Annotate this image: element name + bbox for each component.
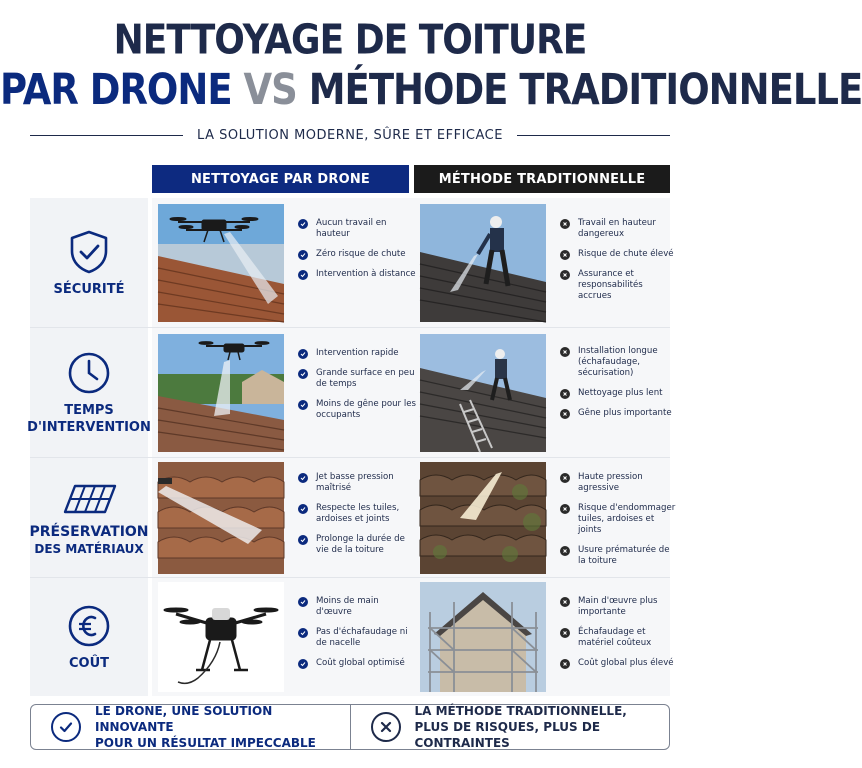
traditional-points [560, 218, 678, 311]
check-icon [298, 535, 308, 545]
category-label: DES MATÉRIAUX [34, 542, 144, 556]
cross-icon [560, 659, 570, 669]
traditional-summary [350, 705, 670, 749]
euro-icon [66, 603, 112, 649]
cross-icon [560, 546, 570, 556]
title-drone: PAR DRONE [0, 64, 232, 115]
drone-points [298, 472, 416, 565]
column-header-traditional: MÉTHODE TRADITIONNELLE [414, 165, 670, 193]
title-vs: VS [243, 64, 297, 115]
cross-icon [560, 250, 570, 260]
list-item: Assurance et responsabilités accrues [560, 269, 678, 302]
cross-icon [560, 347, 570, 357]
check-icon [298, 597, 308, 607]
category-cell [30, 458, 148, 578]
traditional-points [560, 346, 678, 428]
category-cell [30, 578, 148, 696]
worker-on-roof-image [420, 204, 546, 322]
cross-icon [560, 409, 570, 419]
list-item: Intervention à distance [298, 269, 416, 280]
column-header-drone: NETTOYAGE PAR DRONE [152, 165, 409, 193]
comparison-row-preservation [29, 458, 676, 578]
traditional-summary-text: LA MÉTHODE TRADITIONNELLE, PLUS DE RISQUES, PLUS DE CONTRAINTES [414, 704, 627, 750]
drone-spraying-roof-image [158, 204, 284, 322]
list-item: Respecte les tuiles, ardoises et joints [298, 503, 416, 525]
traditional-points [560, 472, 678, 576]
category-cell [30, 198, 148, 328]
cross-icon [560, 270, 570, 280]
title-traditional: MÉTHODE TRADITIONNELLE [308, 64, 862, 115]
list-item: Grande surface en peu de temps [298, 368, 416, 390]
divider [517, 135, 670, 136]
drone-summary-text: LE DRONE, UNE SOLUTION INNOVANTE POUR UN RÉSULTAT IMPECCABLE [95, 704, 316, 750]
list-item: Risque d'endommager tuiles, ardoises et joints [560, 503, 678, 536]
page-title-line2 [0, 64, 862, 115]
check-icon [298, 369, 308, 379]
cross-icon [560, 473, 570, 483]
traditional-points [560, 596, 678, 678]
drone-points [298, 348, 416, 430]
list-item: Travail en hauteur dangereux [560, 218, 678, 240]
list-item: Intervention rapide [298, 348, 416, 359]
subtitle-row [30, 124, 670, 146]
comparison-row-cout [30, 578, 674, 696]
drone-over-house-image [158, 334, 284, 452]
category-label: COÛT [68, 655, 109, 671]
list-item: Échafaudage et matériel coûteux [560, 627, 678, 649]
list-item: Coût global plus élevé [560, 658, 678, 669]
check-icon [298, 473, 308, 483]
check-circle-icon [51, 712, 81, 742]
list-item: Nettoyage plus lent [560, 388, 678, 399]
comparison-row-temps [27, 328, 672, 458]
high-pressure-spray-image [420, 462, 546, 574]
category-label: D'INTERVENTION [27, 420, 151, 435]
comparison-row-securite [30, 198, 674, 328]
list-item: Moins de gêne pour les occupants [298, 399, 416, 421]
category-label: SÉCURITÉ [53, 281, 125, 297]
list-item: Coût global optimisé [298, 658, 416, 669]
cross-icon [560, 628, 570, 638]
drone-summary [31, 705, 350, 749]
worker-with-ladder-image [420, 334, 546, 452]
drone-product-image [158, 582, 284, 692]
list-item: Pas d'échafaudage ni de nacelle [298, 627, 416, 649]
list-item: Gêne plus importante [560, 408, 678, 419]
scaffolding-house-image [420, 582, 546, 692]
subtitle: LA SOLUTION MODERNE, SÛRE ET EFFICACE [197, 127, 503, 143]
list-item: Zéro risque de chute [298, 249, 416, 260]
cross-icon [560, 504, 570, 514]
summary-banner [30, 704, 670, 750]
cross-icon [560, 389, 570, 399]
cross-circle-icon [371, 712, 401, 742]
check-icon [298, 504, 308, 514]
list-item: Installation longue (échafaudage, sécurisation) [560, 346, 678, 379]
category-label: TEMPS [64, 403, 114, 418]
list-item: Jet basse pression maîtrisé [298, 472, 416, 494]
category-cell [27, 328, 151, 458]
list-item: Prolonge la durée de vie de la toiture [298, 534, 416, 556]
check-icon [298, 270, 308, 280]
drone-points [298, 218, 416, 289]
check-icon [298, 250, 308, 260]
shield-check-icon [66, 229, 112, 275]
check-icon [298, 349, 308, 359]
roof-tiles-icon [58, 478, 120, 518]
clock-icon [66, 350, 112, 396]
list-item: Risque de chute élevé [560, 249, 678, 260]
cross-icon [560, 219, 570, 229]
list-item: Aucun travail en hauteur [298, 218, 416, 240]
check-icon [298, 628, 308, 638]
list-item: Usure prématurée de la toiture [560, 545, 678, 567]
low-pressure-spray-image [158, 462, 284, 574]
list-item: Moins de main d'œuvre [298, 596, 416, 618]
check-icon [298, 659, 308, 669]
list-item: Haute pression agressive [560, 472, 678, 494]
check-icon [298, 219, 308, 229]
drone-points [298, 596, 416, 678]
cross-icon [560, 597, 570, 607]
divider [30, 135, 183, 136]
check-icon [298, 400, 308, 410]
page-title-line1: NETTOYAGE DE TOITURE [113, 16, 587, 65]
category-label: PRÉSERVATION [29, 524, 149, 540]
list-item: Main d'œuvre plus importante [560, 596, 678, 618]
